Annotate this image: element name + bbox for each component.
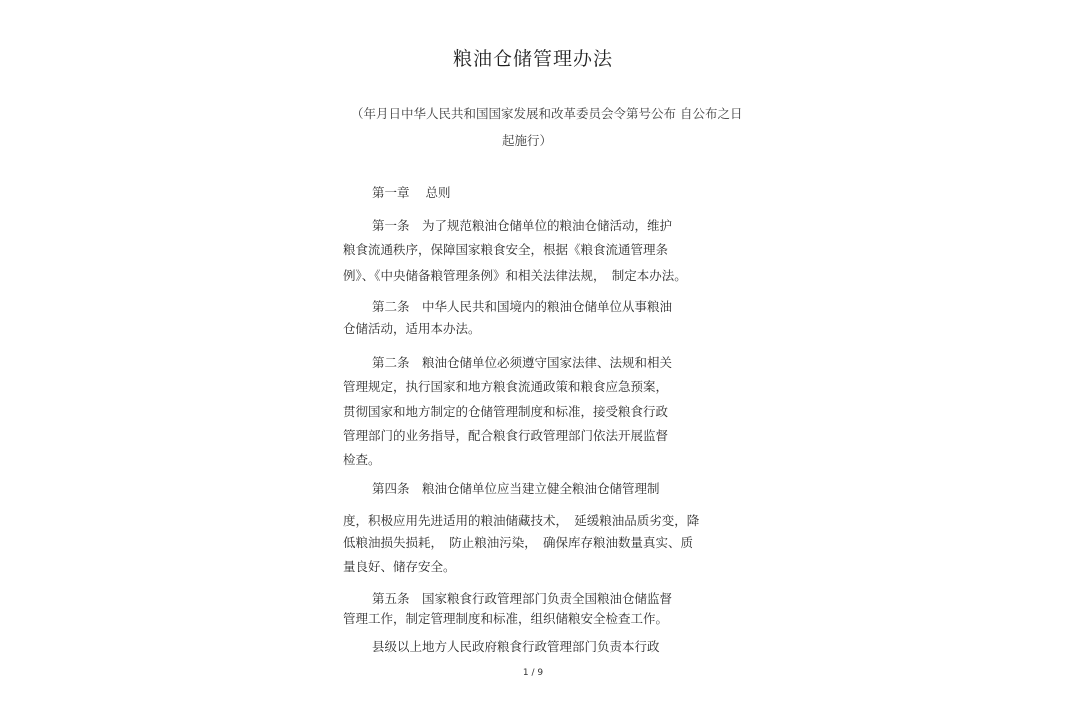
body-line: 度，积极应用先进适用的粮油储藏技术， 延缓粮油品质劣变，降	[343, 513, 700, 528]
body-line: 第五条 国家粮食行政管理部门负责全国粮油仓储监督	[372, 591, 673, 606]
body-line: 第二条 中华人民共和国境内的粮油仓储单位从事粮油	[372, 299, 673, 314]
subtitle-line: 起施行）	[502, 133, 553, 148]
document-title: 粮油仓储管理办法	[452, 48, 613, 70]
body-line: 低粮油损失损耗， 防止粮油污染， 确保库存粮油数量真实、质	[343, 535, 694, 550]
body-line: 量良好、储存安全。	[343, 559, 456, 574]
chapter-name: 总则	[425, 185, 451, 200]
body-line: 贯彻国家和地方制定的仓储管理制度和标准，接受粮食行政	[343, 404, 669, 419]
body-line: 仓储活动，适用本办法。	[343, 321, 481, 336]
chapter-heading	[372, 183, 451, 201]
body-line: 县级以上地方人民政府粮食行政管理部门负责本行政	[372, 639, 660, 654]
body-line: 管理部门的业务指导，配合粮食行政管理部门依法开展监督	[343, 428, 669, 443]
body-line: 检查。	[343, 452, 381, 467]
chapter-number: 第一章	[372, 185, 410, 200]
body-line: 第二条 粮油仓储单位必须遵守国家法律、法规和相关	[372, 355, 673, 370]
body-line: 例》、《中央储备粮管理条例》和相关法律法规， 制定本办法。	[343, 268, 687, 283]
body-line: 管理规定，执行国家和地方粮食流通政策和粮食应急预案，	[343, 379, 669, 394]
subtitle-line: （年月日中华人民共和国国家发展和改革委员会令第号公布 自公布之日	[351, 106, 743, 121]
body-line: 第一条 为了规范粮油仓储单位的粮油仓储活动，维护	[372, 218, 673, 233]
body-line: 粮食流通秩序，保障国家粮食安全，根据《粮食流通管理条	[343, 242, 669, 257]
body-line: 第四条 粮油仓储单位应当建立健全粮油仓储管理制	[372, 481, 660, 496]
page-indicator: 1 / 9	[522, 668, 544, 678]
body-line: 管理工作，制定管理制度和标准，组织储粮安全检查工作。	[343, 611, 669, 626]
